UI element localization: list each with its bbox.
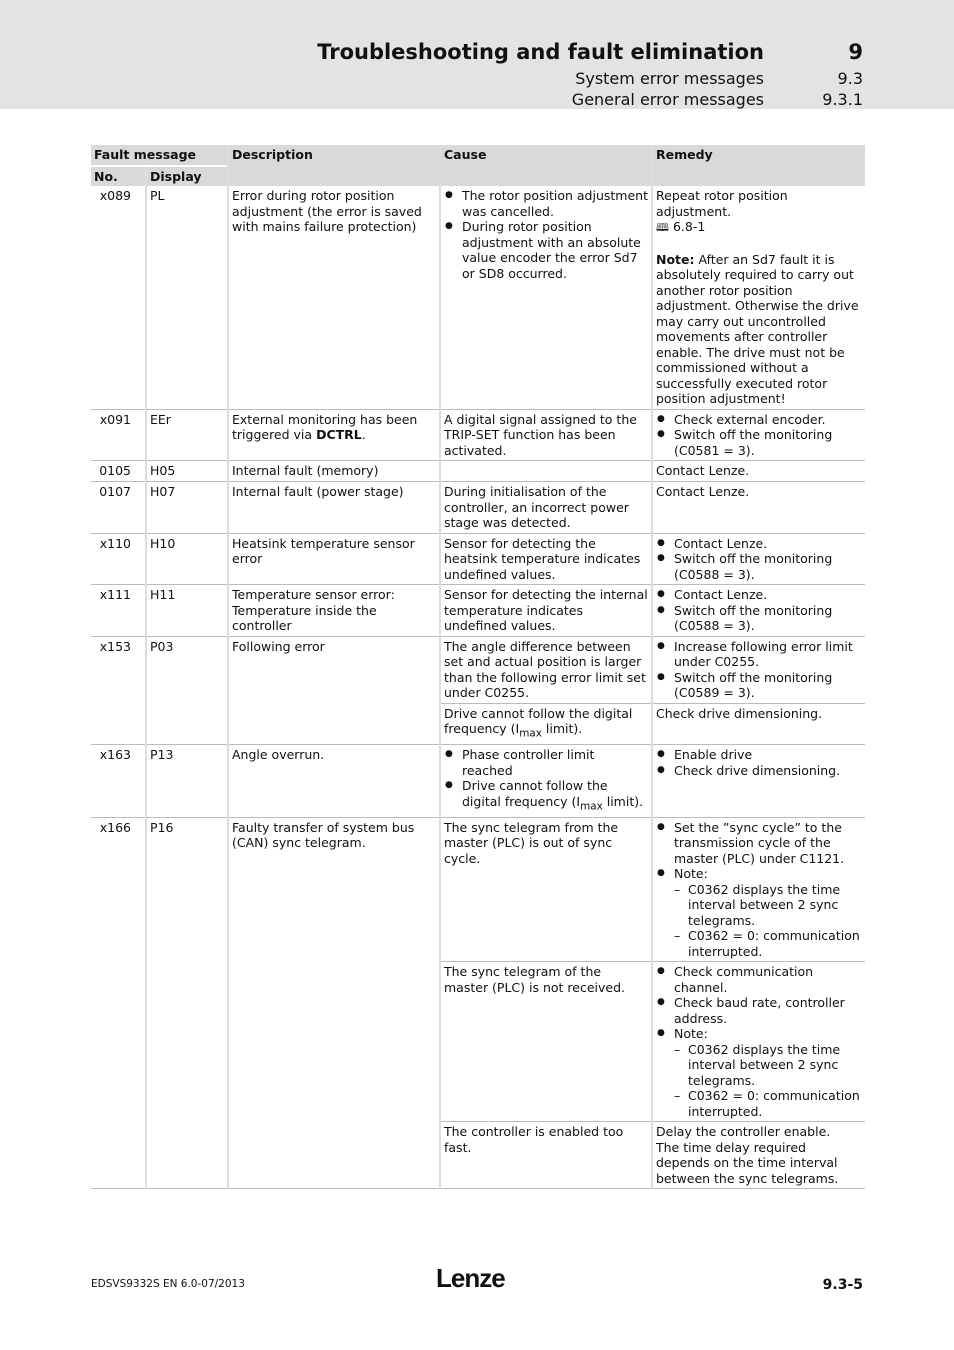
table-row bbox=[91, 636, 865, 703]
list-item: – C0362 = 0: communication interrupted. bbox=[674, 1088, 862, 1119]
fault-display: P16 bbox=[146, 817, 228, 1189]
fault-display: H10 bbox=[146, 533, 228, 585]
list-item: ● Increase following error limit under C0255. bbox=[656, 639, 862, 670]
fault-display: H07 bbox=[146, 482, 228, 534]
fault-remedy bbox=[652, 636, 865, 703]
table-row bbox=[91, 817, 865, 962]
fault-no: x153 bbox=[91, 636, 146, 745]
cross-reference[interactable]: 6.8-1 bbox=[672, 219, 706, 234]
fault-no: x163 bbox=[91, 745, 146, 818]
book-icon: 🕮 bbox=[656, 221, 669, 234]
list-item: ● Check communication channel. bbox=[656, 964, 862, 995]
subsection-number: 9.3.1 bbox=[822, 90, 863, 109]
page-header bbox=[0, 0, 954, 109]
table-row bbox=[91, 461, 865, 482]
fault-cause: The sync telegram from the master (PLC) is out of sync cycle. bbox=[440, 817, 652, 962]
fault-description: Temperature sensor error: Temperature inside the controller bbox=[228, 585, 440, 637]
fault-no: x111 bbox=[91, 585, 146, 637]
fault-remedy: Contact Lenze. bbox=[652, 461, 865, 482]
page-number: 9.3-5 bbox=[822, 1277, 863, 1293]
remedy-text: Repeat rotor position adjustment. bbox=[656, 188, 788, 219]
list-item: ● Note: bbox=[656, 1026, 862, 1042]
fault-remedy bbox=[652, 186, 865, 409]
fault-remedy bbox=[652, 533, 865, 585]
fault-no: x166 bbox=[91, 817, 146, 1189]
list-item: ● Enable drive bbox=[656, 747, 862, 763]
fault-display: EEr bbox=[146, 409, 228, 461]
header-no: No. bbox=[91, 166, 146, 187]
dctrl-term: DCTRL bbox=[316, 427, 362, 442]
error-table bbox=[91, 145, 865, 1189]
list-item: – C0362 = 0: communication interrupted. bbox=[674, 928, 862, 959]
fault-remedy bbox=[652, 962, 865, 1122]
document-id: EDSVS9332S EN 6.0-07/2013 bbox=[91, 1278, 245, 1290]
fault-cause: Drive cannot follow the digital frequency ($I_{max}$ limit). bbox=[440, 703, 652, 745]
list-item: – C0362 displays the time interval between 2 sync telegrams. bbox=[674, 1042, 862, 1089]
header-display: Display bbox=[146, 166, 228, 187]
table-row bbox=[91, 745, 865, 818]
lenze-logo: Lenze bbox=[436, 1263, 505, 1293]
list-item: ● Set the ”sync cycle” to the transmission cycle of the master (PLC) under C1121. bbox=[656, 820, 862, 867]
header-remedy: Remedy bbox=[652, 145, 865, 186]
note-label: Note: bbox=[656, 251, 695, 267]
fault-remedy bbox=[652, 1122, 865, 1189]
header-description: Description bbox=[228, 145, 440, 186]
fault-no: x110 bbox=[91, 533, 146, 585]
list-item: ● Drive cannot follow the digital frequency ($I_{max}$ limit). bbox=[444, 778, 648, 815]
table-row bbox=[91, 585, 865, 637]
table-row bbox=[91, 409, 865, 461]
fault-cause: A digital signal assigned to the TRIP-SET function has been activated. bbox=[440, 409, 652, 461]
section-number: 9.3 bbox=[837, 69, 863, 88]
header-cause: Cause bbox=[440, 145, 652, 186]
fault-description: Error during rotor position adjustment (the error is saved with mains failure protection) bbox=[228, 186, 440, 409]
fault-description: Heatsink temperature sensor error bbox=[228, 533, 440, 585]
remedy-text: Delay the controller enable. bbox=[656, 1124, 831, 1139]
fault-no: 0107 bbox=[91, 482, 146, 534]
table-row bbox=[91, 482, 865, 534]
fault-description: Faulty transfer of system bus (CAN) sync telegram. bbox=[228, 817, 440, 1189]
fault-remedy bbox=[652, 409, 865, 461]
fault-cause: Sensor for detecting the internal temperature indicates undefined values. bbox=[440, 585, 652, 637]
fault-remedy bbox=[652, 745, 865, 818]
list-item: ● Note: bbox=[656, 866, 862, 882]
list-item: ● Check external encoder. bbox=[656, 412, 862, 428]
fault-cause: The angle difference between set and actual position is larger than the following error limit set under C0255. bbox=[440, 636, 652, 703]
fault-description: Internal fault (power stage) bbox=[228, 482, 440, 534]
list-item: ● Switch off the monitoring (C0588 = 3). bbox=[656, 603, 862, 634]
chapter-title: Troubleshooting and fault elimination bbox=[317, 40, 764, 64]
list-item: ● The rotor position adjustment was cancelled. bbox=[444, 188, 648, 219]
fault-cause: During initialisation of the controller, an incorrect power stage was detected. bbox=[440, 482, 652, 534]
list-item: ● Contact Lenze. bbox=[656, 587, 862, 603]
fault-display: H05 bbox=[146, 461, 228, 482]
list-item: ● Phase controller limit reached bbox=[444, 747, 648, 778]
table-row bbox=[91, 533, 865, 585]
fault-remedy: Contact Lenze. bbox=[652, 482, 865, 534]
fault-remedy: Check drive dimensioning. bbox=[652, 703, 865, 745]
table-row bbox=[91, 186, 865, 409]
header-fault-message: Fault message bbox=[91, 145, 228, 166]
fault-cause bbox=[440, 461, 652, 482]
fault-display: PL bbox=[146, 186, 228, 409]
list-item: – C0362 displays the time interval between 2 sync telegrams. bbox=[674, 882, 862, 929]
list-item: ● Check drive dimensioning. bbox=[656, 763, 862, 779]
section-title: System error messages bbox=[575, 69, 764, 88]
fault-remedy bbox=[652, 817, 865, 962]
fault-description: External monitoring has been triggered via DCTRL. bbox=[228, 409, 440, 461]
fault-description: Angle overrun. bbox=[228, 745, 440, 818]
list-item: ● During rotor position adjustment with an absolute value encoder the error Sd7 or SD8 occurred. bbox=[444, 219, 648, 281]
fault-remedy bbox=[652, 585, 865, 637]
fault-cause: The sync telegram of the master (PLC) is not received. bbox=[440, 962, 652, 1122]
fault-description: Internal fault (memory) bbox=[228, 461, 440, 482]
chapter-number: 9 bbox=[848, 40, 863, 64]
fault-cause bbox=[440, 745, 652, 818]
fault-cause bbox=[440, 186, 652, 409]
fault-display: P13 bbox=[146, 745, 228, 818]
list-item: ● Switch off the monitoring (C0589 = 3). bbox=[656, 670, 862, 701]
note-text: After an Sd7 fault it is absolutely required to carry out another rotor position adjustment. Otherwise the drive may carry out uncontrolled movements after controller enable. The drive must not be commissioned without a successfully executed rotor position adjustment! bbox=[656, 251, 859, 406]
fault-no: x089 bbox=[91, 186, 146, 409]
fault-cause: The controller is enabled too fast. bbox=[440, 1122, 652, 1189]
subsection-title: General error messages bbox=[571, 90, 764, 109]
fault-no: x091 bbox=[91, 409, 146, 461]
list-item: ● Switch off the monitoring (C0581 = 3). bbox=[656, 427, 862, 458]
list-item: ● Contact Lenze. bbox=[656, 536, 862, 552]
fault-description: Following error bbox=[228, 636, 440, 745]
fault-display: H11 bbox=[146, 585, 228, 637]
list-item: ● Check baud rate, controller address. bbox=[656, 995, 862, 1026]
fault-no: 0105 bbox=[91, 461, 146, 482]
list-item: ● Switch off the monitoring (C0588 = 3). bbox=[656, 551, 862, 582]
remedy-text: The time delay required depends on the time interval between the sync telegrams. bbox=[656, 1139, 839, 1186]
fault-display: P03 bbox=[146, 636, 228, 745]
fault-cause: Sensor for detecting the heatsink temperature indicates undefined values. bbox=[440, 533, 652, 585]
